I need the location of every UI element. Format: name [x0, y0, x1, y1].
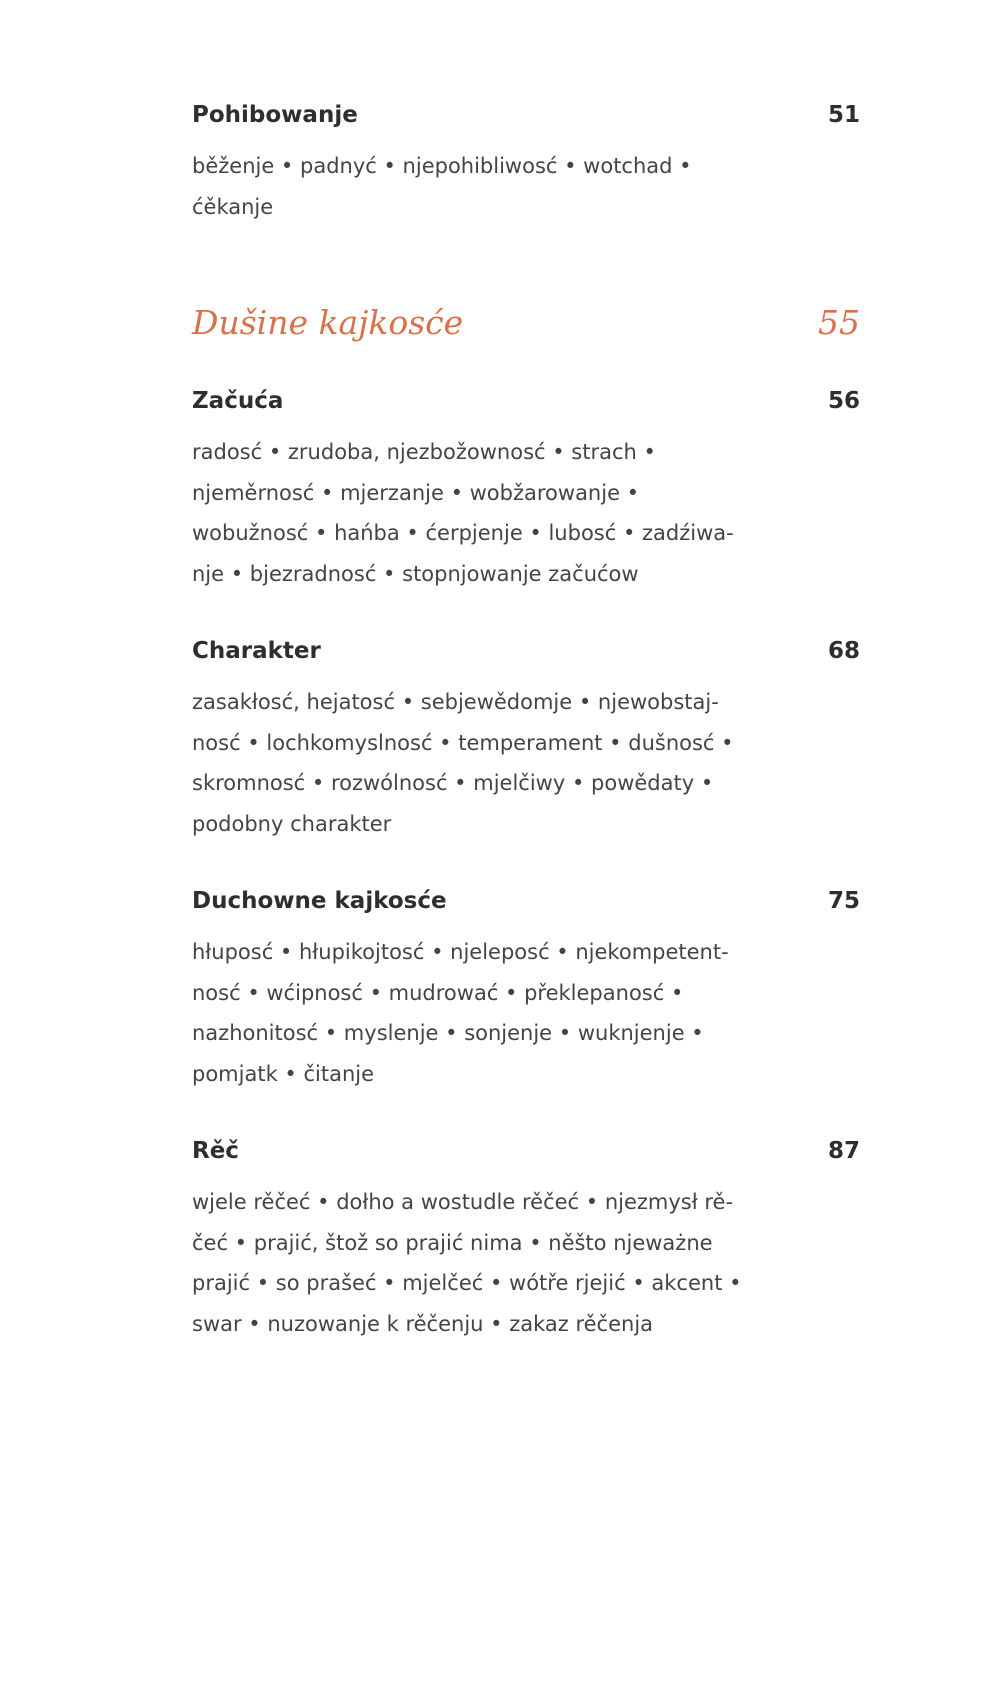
- toc-entry-header: [192, 888, 860, 924]
- section-page-number: 55: [818, 303, 860, 342]
- toc-entry-page-number: 68: [827, 638, 860, 664]
- toc-entry-page-number: 56: [827, 388, 860, 414]
- toc-entry-zacuca: [192, 388, 860, 594]
- toc-entry-charakter: [192, 638, 860, 844]
- toc-entry-line: čeć • prajić, štož so prajić nima • něšto njeważne: [192, 1230, 713, 1255]
- toc-entry-line: skromnosć • rozwólnosć • mjelčiwy • powědaty •: [192, 771, 714, 795]
- toc-entry-header: [192, 638, 860, 674]
- toc-entry-line: prajić • so prašeć • mjelčeć • wótře rjejić • akcent •: [192, 1271, 742, 1295]
- table-of-contents: [192, 102, 860, 1388]
- toc-entry-line: nosć • lochkomyslnosć • temperament • dušnosć •: [192, 730, 734, 755]
- toc-entry-line: nosć • wćipnosć • mudrować • překlepanosć •: [192, 980, 684, 1005]
- toc-entry-topics: [192, 432, 752, 594]
- toc-entry-line: běženje • padnyć • njepohibliwosć • wotchad •: [192, 154, 692, 178]
- toc-entry-title: Duchowne kajkosće: [192, 888, 447, 914]
- toc-entry-title: Charakter: [192, 638, 321, 664]
- toc-entry-line: njeměrnosć • mjerzanje • wobžarowanje •: [192, 480, 640, 505]
- toc-entry-line: swar • nuzowanje k rěčenju • zakaz rěčenja: [192, 1311, 654, 1336]
- toc-entry-header: [192, 102, 860, 138]
- toc-entry-header: [192, 388, 860, 424]
- toc-entry-topics: [192, 682, 752, 844]
- toc-entry-line: wjele rěčeć • dołho a wostudle rěčeć • njezmysł rě-: [192, 1190, 734, 1214]
- toc-entry-line: nje • bjezradnosć • stopnjowanje začućow: [192, 561, 639, 586]
- toc-entry-line: hłuposć • hłupikojtosć • njeleposć • njekompetent-: [192, 940, 729, 964]
- toc-entry-topics: [192, 146, 752, 227]
- toc-entry-line: wobužnosć • hańba • ćerpjenje • lubosć • zadźiwa-: [192, 521, 734, 545]
- toc-entry-title: Rěč: [192, 1138, 239, 1164]
- toc-entry-line: zasakłosć, hejatosć • sebjewědomje • njewobstaj-: [192, 690, 719, 714]
- toc-entry-page-number: 51: [827, 102, 860, 128]
- toc-entry-duchowne-kajkosce: [192, 888, 860, 1094]
- toc-entry-rec: [192, 1138, 860, 1344]
- toc-entry-line: nazhonitosć • myslenje • sonjenje • wuknjenje •: [192, 1021, 704, 1045]
- toc-entry-pohibowanje: [192, 102, 860, 227]
- toc-entry-title: Začuća: [192, 388, 284, 414]
- toc-entry-title: Pohibowanje: [192, 102, 358, 128]
- section-title: Dušine kajkosće: [192, 303, 464, 342]
- toc-entry-topics: [192, 932, 752, 1094]
- toc-entry-line: pomjatk • čitanje: [192, 1061, 375, 1086]
- toc-entry-page-number: 87: [827, 1138, 860, 1164]
- toc-entry-topics: [192, 1182, 752, 1344]
- toc-entry-line: ćěkanje: [192, 194, 274, 219]
- toc-entry-page-number: 75: [827, 888, 860, 914]
- section-heading: [192, 303, 860, 342]
- toc-entry-header: [192, 1138, 860, 1174]
- toc-entry-line: podobny charakter: [192, 811, 392, 836]
- toc-entry-line: radosć • zrudoba, njezbožownosć • strach •: [192, 440, 656, 464]
